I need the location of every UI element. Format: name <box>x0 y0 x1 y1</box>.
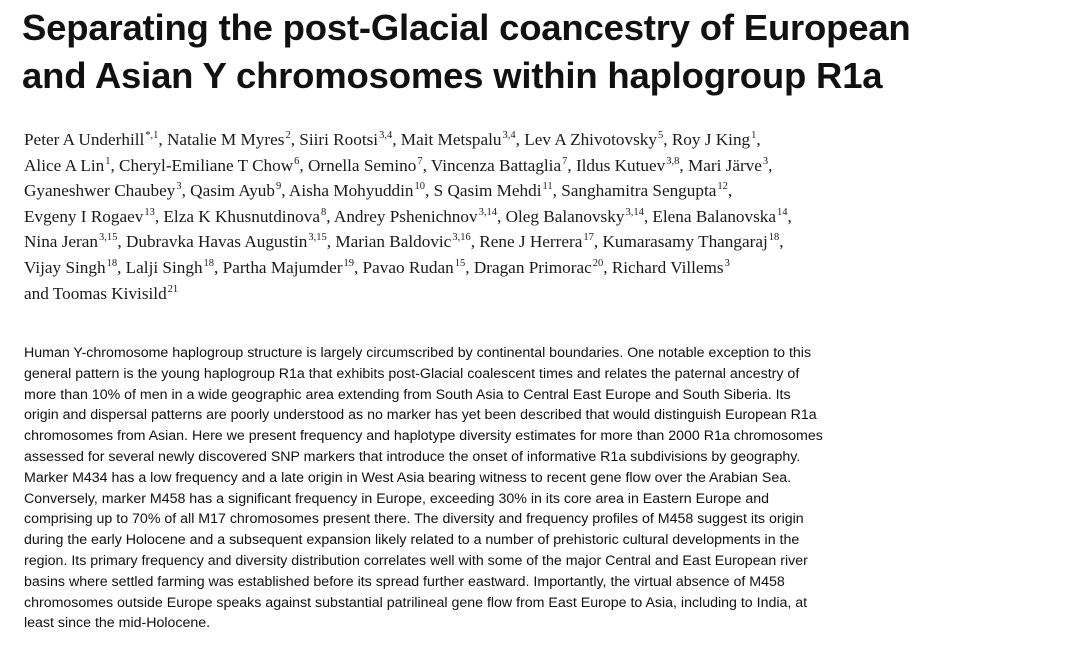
author-separator: , <box>158 130 168 149</box>
author-affiliation: 21 <box>167 283 179 295</box>
author-affiliation: 1 <box>751 130 757 141</box>
author-separator: , <box>281 181 289 201</box>
abstract-line: basins where settled farming was established before its spread further eastward. Importantly, the virtual absence of M458 <box>24 573 785 590</box>
author-separator: , <box>643 206 653 226</box>
author-affiliation: 15 <box>454 257 466 269</box>
title-line: Separating the post-Glacial coancestry of European <box>22 7 911 48</box>
author-name: S Qasim Mehdi <box>433 181 542 201</box>
author-name: Partha Majumder <box>222 257 343 277</box>
author-affiliation: 3,15 <box>308 232 327 244</box>
author-separator: , <box>603 257 612 277</box>
author-name: Richard Villems <box>611 257 724 277</box>
author-name: Gyaneshwer Chaubey <box>24 181 176 201</box>
author-separator: , <box>392 130 401 149</box>
author-name: Qasim Ayub <box>190 181 275 201</box>
author-name: Siiri Rootsi <box>299 130 379 149</box>
author-affiliation: 19 <box>343 257 354 269</box>
author-name: Dragan Primorac <box>473 257 592 277</box>
abstract-line: comprising up to 70% of all M17 chromosomes present there. The diversity and frequency profiles of M458 suggest its origin <box>24 511 804 528</box>
author-list <box>24 129 1064 308</box>
abstract-line: Human Y-chromosome haplogroup structure is largely circumscribed by continental boundaries. One notable exception to this <box>24 345 812 361</box>
author-name: Dubravka Havas Augustin <box>125 232 308 252</box>
author-separator: , <box>117 257 126 277</box>
author-name: Cheryl-Emiliane T Chow <box>119 155 294 175</box>
author-affiliation: 13 <box>144 206 155 218</box>
author-affiliation: 18 <box>106 257 118 269</box>
author-separator: , <box>117 232 126 252</box>
author-name: Evgeny I Rogaev <box>24 206 144 226</box>
author-line <box>24 180 1064 206</box>
author-affiliation: *,1 <box>145 130 159 141</box>
author-affiliation: 10 <box>414 181 426 193</box>
author-affiliation: 20 <box>592 257 604 269</box>
author-separator: , <box>779 232 784 252</box>
author-name: Marian Baldovic <box>335 232 452 252</box>
author-affiliation: 3,8 <box>666 155 680 167</box>
author-name: Mait Metspalu <box>400 130 502 149</box>
author-name: Ornella Semino <box>307 155 417 175</box>
author-separator: , <box>593 232 603 252</box>
author-name: Elena Balanovska <box>652 206 777 226</box>
author-separator: , <box>727 181 733 201</box>
author-separator: , <box>326 232 336 252</box>
author-name: Kumarasamy Thangaraj <box>602 232 768 252</box>
author-affiliation: 3,16 <box>452 232 471 244</box>
title-line: and Asian Y chromosomes within haplogroup R1a <box>22 55 883 96</box>
author-separator: , <box>214 257 223 277</box>
abstract-line: more than 10% of men in a wide geographic area extending from South Asia to Central East Europe and South Siberia. Its <box>24 386 791 403</box>
abstract-line: origin and dispersal patterns are poorly understood as no marker has yet been described that would distinguish European R1a <box>24 407 817 424</box>
abstract <box>24 343 1064 634</box>
author-separator: , <box>552 181 562 201</box>
author-line <box>24 283 1064 309</box>
abstract-line: assessed for several newly discovered SNP markers that introduce the onset of informative R1a subdivisions by geography. <box>24 448 801 465</box>
author-name: Lalji Singh <box>125 257 203 277</box>
author-name: Alice A Lin <box>24 155 105 175</box>
author-affiliation: 18 <box>203 257 215 269</box>
author-affiliation: 3,4 <box>379 130 393 141</box>
author-affiliation: 2 <box>285 130 291 141</box>
author-name: Roy J King <box>671 130 751 149</box>
author-name: Vijay Singh <box>24 257 106 277</box>
author-line <box>24 231 1064 257</box>
author-name: Pavao Rudan <box>362 257 454 277</box>
author-name: Elza K Khusnutdinova <box>163 206 320 226</box>
author-name: Nina Jeran <box>24 232 98 252</box>
author-name: Oleg Balanovsky <box>505 206 625 226</box>
author-name: and Toomas Kivisild <box>24 283 167 303</box>
author-affiliation: 14 <box>777 206 788 218</box>
author-separator: , <box>110 155 120 175</box>
author-affiliation: 3 <box>724 257 730 269</box>
abstract-line: region. Its primary frequency and diversity distribution correlates well with some of the major Central and East European river <box>24 552 808 569</box>
author-affiliation: 12 <box>717 181 728 193</box>
author-line <box>24 257 1064 283</box>
author-affiliation: 7 <box>417 155 423 167</box>
author-separator: , <box>299 155 308 175</box>
author-name: Rene J Herrera <box>479 232 583 252</box>
author-separator: , <box>787 206 792 226</box>
author-name: Sanghamitra Sengupta <box>561 181 717 201</box>
abstract-line: chromosomes from Asian. Here we present frequency and haplotype diversity estimates for more than 2000 R1a chromosomes <box>24 428 823 445</box>
author-name: Lev A Zhivotovsky <box>524 130 657 149</box>
author-name: Ildus Kutuev <box>575 155 666 175</box>
author-separator: , <box>422 155 431 175</box>
author-name: Aisha Mohyuddin <box>288 181 414 201</box>
abstract-line: Marker M434 has a low frequency and a late origin in West Asia bearing witness to recent gene flow over the Arabian Sea. <box>24 469 792 486</box>
author-separator: , <box>756 130 761 149</box>
author-name: Natalie M Myres <box>167 130 285 149</box>
author-affiliation: 8 <box>321 206 327 218</box>
author-line <box>24 206 1064 232</box>
abstract-line: chromosomes outside Europe speaks against substantial patrilineal gene flow from East Europe to Asia, including to India, at <box>24 594 808 611</box>
author-separator: , <box>425 181 434 201</box>
author-separator: , <box>353 257 363 277</box>
author-affiliation: 3 <box>762 155 769 167</box>
author-name: Peter A Underhill <box>24 130 145 149</box>
article-title <box>22 4 1052 100</box>
author-affiliation: 3,14 <box>478 206 497 218</box>
author-separator: , <box>326 206 334 226</box>
author-line <box>24 155 1064 181</box>
author-affiliation: 5 <box>657 130 664 141</box>
author-affiliation: 6 <box>294 155 300 167</box>
author-affiliation: 18 <box>768 232 780 244</box>
author-separator: , <box>470 232 480 252</box>
author-affiliation: 17 <box>583 232 594 244</box>
author-affiliation: 11 <box>542 181 553 193</box>
author-affiliation: 1 <box>105 155 111 167</box>
author-separator: , <box>496 206 506 226</box>
author-name: Vincenza Battaglia <box>430 155 562 175</box>
author-line <box>24 129 1064 155</box>
author-separator: , <box>663 130 672 149</box>
author-separator: , <box>465 257 474 277</box>
author-separator: , <box>290 130 300 149</box>
author-affiliation: 7 <box>562 155 568 167</box>
author-separator: , <box>181 181 191 201</box>
abstract-line: during the early Holocene and a subsequent expansion likely related to a number of prehistoric cultural developments in the <box>24 532 800 549</box>
author-affiliation: 3,4 <box>502 130 516 141</box>
author-separator: , <box>154 206 164 226</box>
author-separator: , <box>515 130 525 149</box>
author-affiliation: 3,14 <box>625 206 644 218</box>
author-separator: , <box>567 155 576 175</box>
author-separator: , <box>679 155 688 175</box>
author-affiliation: 3,15 <box>98 232 118 244</box>
author-affiliation: 3 <box>176 181 182 193</box>
author-affiliation: 9 <box>276 181 282 193</box>
author-name: Andrey Pshenichnov <box>333 206 478 226</box>
author-name: Mari Järve <box>687 155 762 175</box>
author-separator: , <box>768 155 773 175</box>
abstract-line: Conversely, marker M458 has a significant frequency in Europe, exceeding 30% in its core area in Eastern Europe and <box>24 490 769 507</box>
abstract-line: general pattern is the young haplogroup R1a that exhibits post-Glacial coalescent times and relates the paternal ancestry of <box>24 365 800 382</box>
abstract-line: least since the mid-Holocene. <box>24 615 211 632</box>
